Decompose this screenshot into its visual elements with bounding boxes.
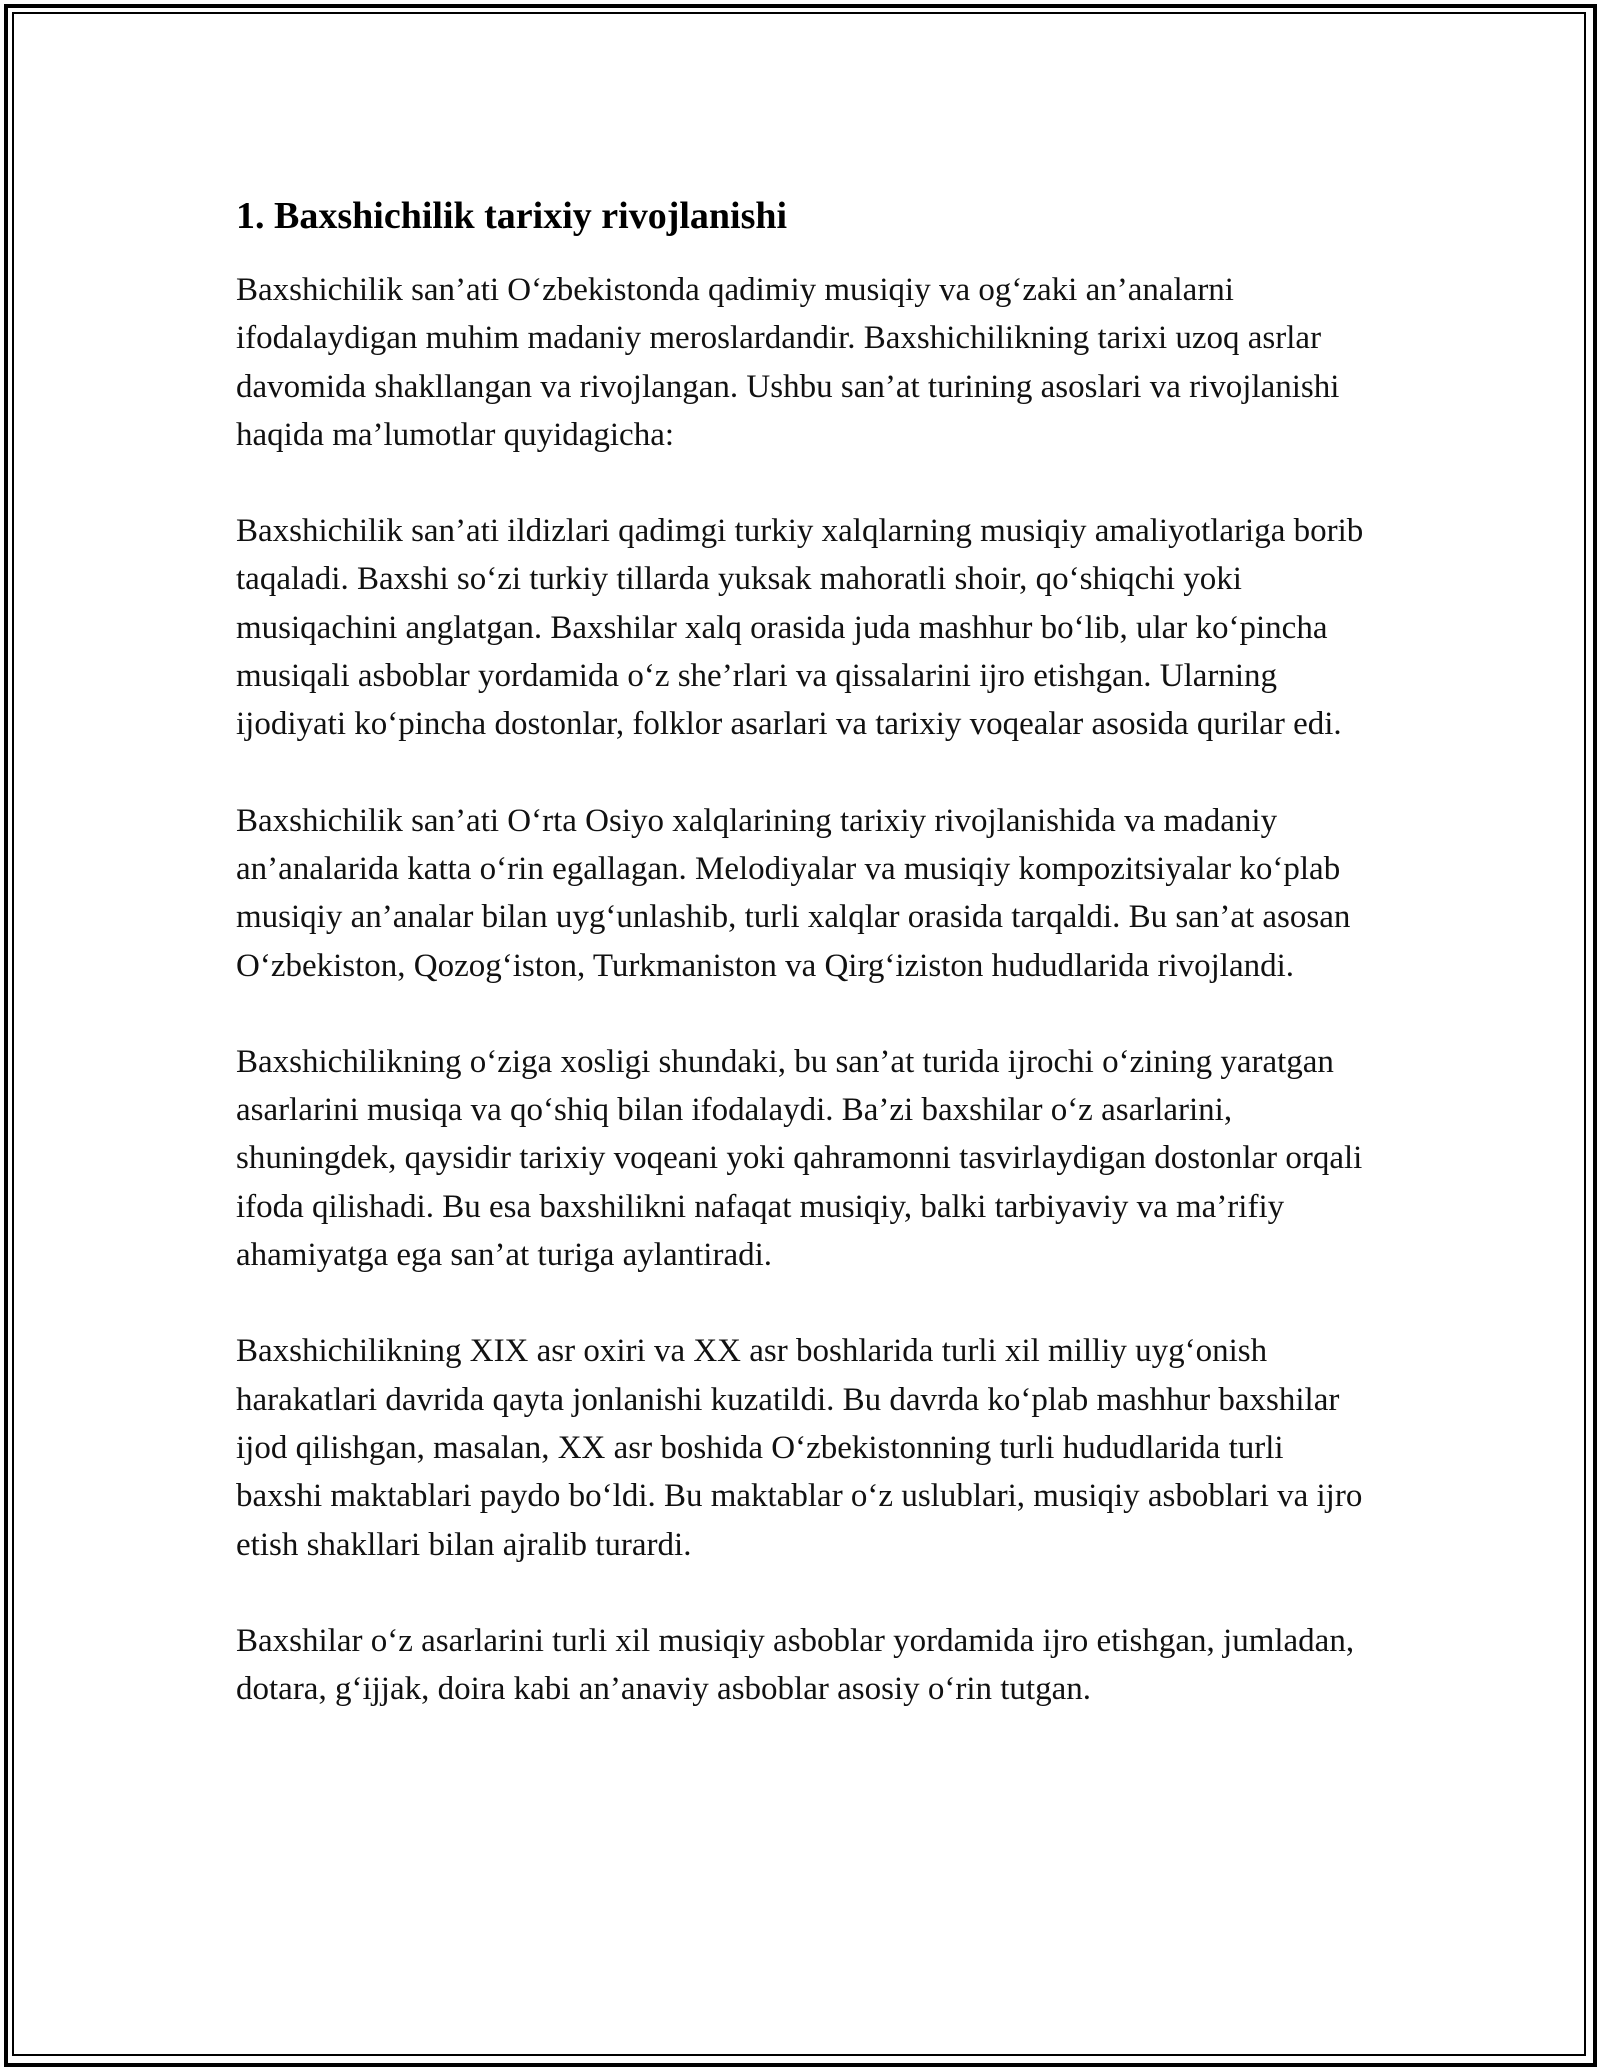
paragraph-instruments: Baxshilar o‘z asarlarini turli xil musiqiy asboblar yordamida ijro etishgan, jumladan, dotara, g‘ijjak, doira kabi an’anaviy asboblar asosiy o‘rin tutgan. [236, 1622, 1355, 1708]
paragraph-uniqueness: Baxshichilikning o‘ziga xosligi shundaki, bu san’at turida ijrochi o‘zining yaratgan asarlarini musiqa va qo‘shiq bilan ifodalaydi. Ba’zi baxshilar o‘z asarlarini, shuningdek, qaysidir tarixiy voqeani yoki qahramonni tasvirlaydigan dostonlar orqali ifoda qilishadi. Bu esa baxshilikni nafaqat musiqiy, balki tarbiyaviy va ma’rifiy ahamiyatga ega san’at turiga aylantiradi. [236, 1043, 1363, 1274]
section-heading: 1. Baxshichilik tarixiy rivojlanishi [236, 195, 788, 237]
paragraph-intro: Baxshichilik san’ati O‘zbekistonda qadimiy musiqiy va og‘zaki an’analarni ifodalaydigan muhim madaniy meroslardandir. Baxshichilikning tarixi uzoq asrlar davomida shakllangan va rivojlangan. Ushbu san’at turining asoslari va rivojlanishi haqida ma’lumotlar quyidagicha: [236, 272, 1340, 453]
paragraph-revival: Baxshichilikning XIX asr oxiri va XX asr boshlarida turli xil milliy uyg‘onish harakatlari davrida qayta jonlanishi kuzatildi. Bu davrda ko‘plab mashhur baxshilar ijod qilishgan, masalan, XX asr boshida O‘zbekistonning turli hududlarida turli baxshi maktablari paydo bo‘ldi. Bu maktablar o‘z uslublari, musiqiy asboblari va ijro etish shakllari bilan ajralib turardi. [236, 1333, 1363, 1563]
document-page [236, 188, 1366, 1713]
paragraph-central-asia: Baxshichilik san’ati O‘rta Osiyo xalqlarining tarixiy rivojlanishida va madaniy an’analarida katta o‘rin egallagan. Melodiyalar va musiqiy kompozitsiyalar ko‘plab musiqiy an’analar bilan uyg‘unlashib, turli xalqlar orasida tarqaldi. Bu san’at asosan O‘zbekiston, Qozog‘iston, Turkmaniston va Qirg‘iziston hududlarida rivojlandi. [236, 802, 1351, 984]
paragraph-origins: Baxshichilik san’ati ildizlari qadimgi turkiy xalqlarning musiqiy amaliyotlariga borib taqaladi. Baxshi so‘zi turkiy tillarda yuksak mahoratli shoir, qo‘shiqchi yoki musiqachini anglatgan. Baxshilar xalq orasida juda mashhur bo‘lib, ular ko‘pincha musiqali asboblar yordamida o‘z she’rlari va qissalarini ijro etishgan. Ularning ijodiyati ko‘pincha dostonlar, folklor asarlari va tarixiy voqealar asosida qurilar edi. [236, 513, 1364, 743]
